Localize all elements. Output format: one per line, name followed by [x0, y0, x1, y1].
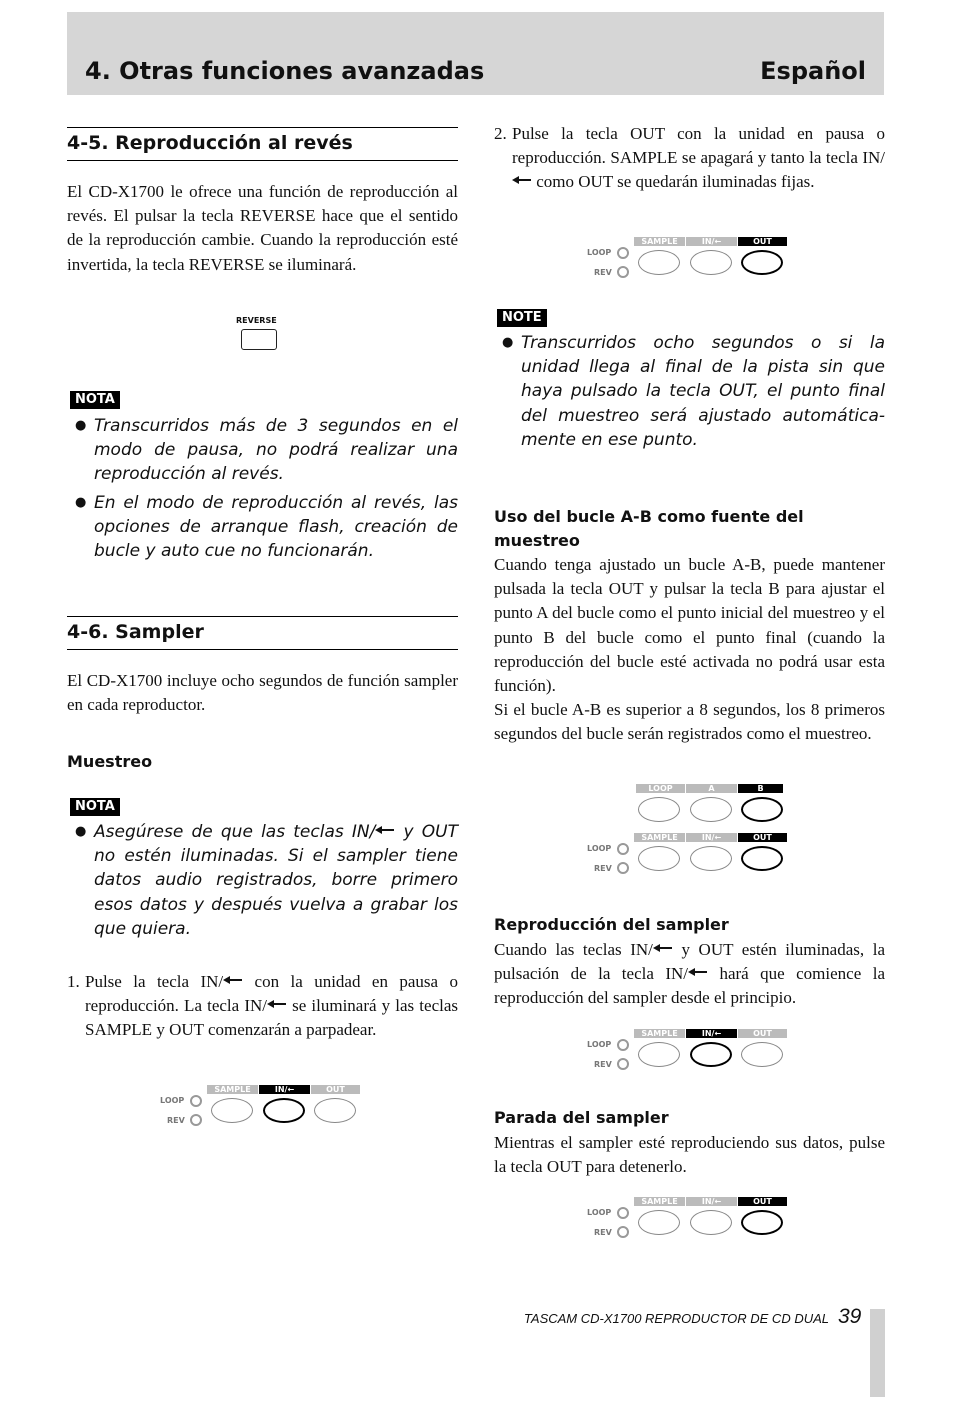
note-badge: NOTE [497, 309, 547, 327]
muestreo-title: Muestreo [67, 752, 153, 771]
nota-badge: NOTA [70, 798, 120, 816]
page-header [67, 12, 884, 95]
loop-ab-body: Cuando tenga ajustado un bucle A-B, puede mantener pulsada la tecla OUT y pulsar la tecla B para ajustar el punto A del bucle como el punto inicial del muestreo y el punto B del bucle como el punto final (cuando la reproducción del bucle esté activada no podrá usar esta función). [494, 555, 885, 696]
loop-ab-body-2: Si el bucle A-B es superior a 8 segundos, los 8 primeros segundos del bucle serán registrados como el muestreo. [494, 700, 885, 744]
nota-list [67, 820, 458, 945]
language-label: Español [760, 57, 866, 85]
list-item: ● Transcurridos más de 3 segundos en el modo de pausa, no podrá realizar una reproducción al revés. [67, 414, 458, 487]
list-item: ● Asegúrese de que las teclas IN/ y OUT no estén iluminadas. Si el sampler tiene datos audio registrados, borre primero esos datos y después vuelva a grabar los que quiera. [67, 820, 458, 941]
note-list [494, 331, 885, 456]
section-4-6-body: El CD-X1700 incluye ocho segundos de función sampler en cada reproductor. [67, 671, 458, 715]
arrow-left-icon [688, 967, 708, 977]
list-item: ● En el modo de reproducción al revés, las opciones de arranque flash, creación de bucle y auto cue no funcionarán. [67, 491, 458, 564]
panel-diagram-step2: LOOP REV SAMPLE IN/← OUT [587, 237, 787, 285]
arrow-left-icon [267, 999, 287, 1009]
arrow-left-icon [223, 975, 243, 985]
page-number: 39 [838, 1305, 862, 1328]
section-4-6-title: 4-6. Sampler [67, 616, 458, 650]
panel-diagram-loop-ab: LOOP A B [587, 784, 787, 832]
panel-diagram-step1: LOOP REV SAMPLE IN/← OUT [160, 1085, 360, 1133]
footer-tab [870, 1309, 885, 1397]
panel-diagram-loop-ab-sampler: LOOP REV SAMPLE IN/← OUT [587, 833, 787, 881]
footer-product: TASCAM CD-X1700 REPRODUCTOR DE CD DUAL [523, 1311, 829, 1326]
stop-body: Mientras el sampler esté reproduciendo sus datos, pulse la tecla OUT para detenerlo. [494, 1133, 885, 1177]
loop-ab-title: Uso del bucle A-B como fuente del muestreo [494, 507, 804, 550]
nota-list [67, 414, 458, 567]
arrow-left-icon [375, 825, 395, 835]
section-4-5-title: 4-5. Reproducción al revés [67, 127, 458, 161]
section-4-5-body: El CD-X1700 le ofrece una función de reproducción al revés. El pulsar la tecla REVERSE hace que el sentido de la reproducción cambie. Cuando la reproducción esté invertida, la tecla REVERSE se iluminará. [67, 182, 458, 274]
repro-body: Cuando las teclas IN/ y OUT estén iluminadas, la pulsación de la tecla IN/ hará que comience la reproducción del sampler desde el principio. [494, 940, 885, 1008]
reverse-key-label: REVERSE [236, 316, 277, 325]
stop-title: Parada del sampler [494, 1108, 669, 1127]
step-2: 2. Pulse la tecla OUT con la unidad en pausa o reproducción. SAMPLE se apagará y tanto la tecla IN/ como OUT se quedarán iluminadas fijas. [494, 124, 885, 192]
reverse-button-diagram [241, 329, 277, 350]
list-item: ● Transcurridos ocho segundos o si la unidad llega al final de la pista sin que haya pulsado la tecla OUT, el punto final del muestreo será ajustado automática-mente en ese punto. [494, 331, 885, 452]
step-1: 1. Pulse la tecla IN/ con la unidad en pausa o reproducción. La tecla IN/ se iluminará y las teclas SAMPLE y OUT comenzarán a parpadear. [67, 972, 458, 1040]
repro-title: Reproducción del sampler [494, 915, 729, 934]
arrow-left-icon [512, 175, 532, 185]
panel-diagram-playback: LOOP REV SAMPLE IN/← OUT [587, 1029, 787, 1077]
nota-badge: NOTA [70, 391, 120, 409]
arrow-left-icon [653, 943, 673, 953]
panel-diagram-stop: LOOP REV SAMPLE IN/← OUT [587, 1197, 787, 1245]
chapter-title: 4. Otras funciones avanzadas [85, 57, 485, 85]
